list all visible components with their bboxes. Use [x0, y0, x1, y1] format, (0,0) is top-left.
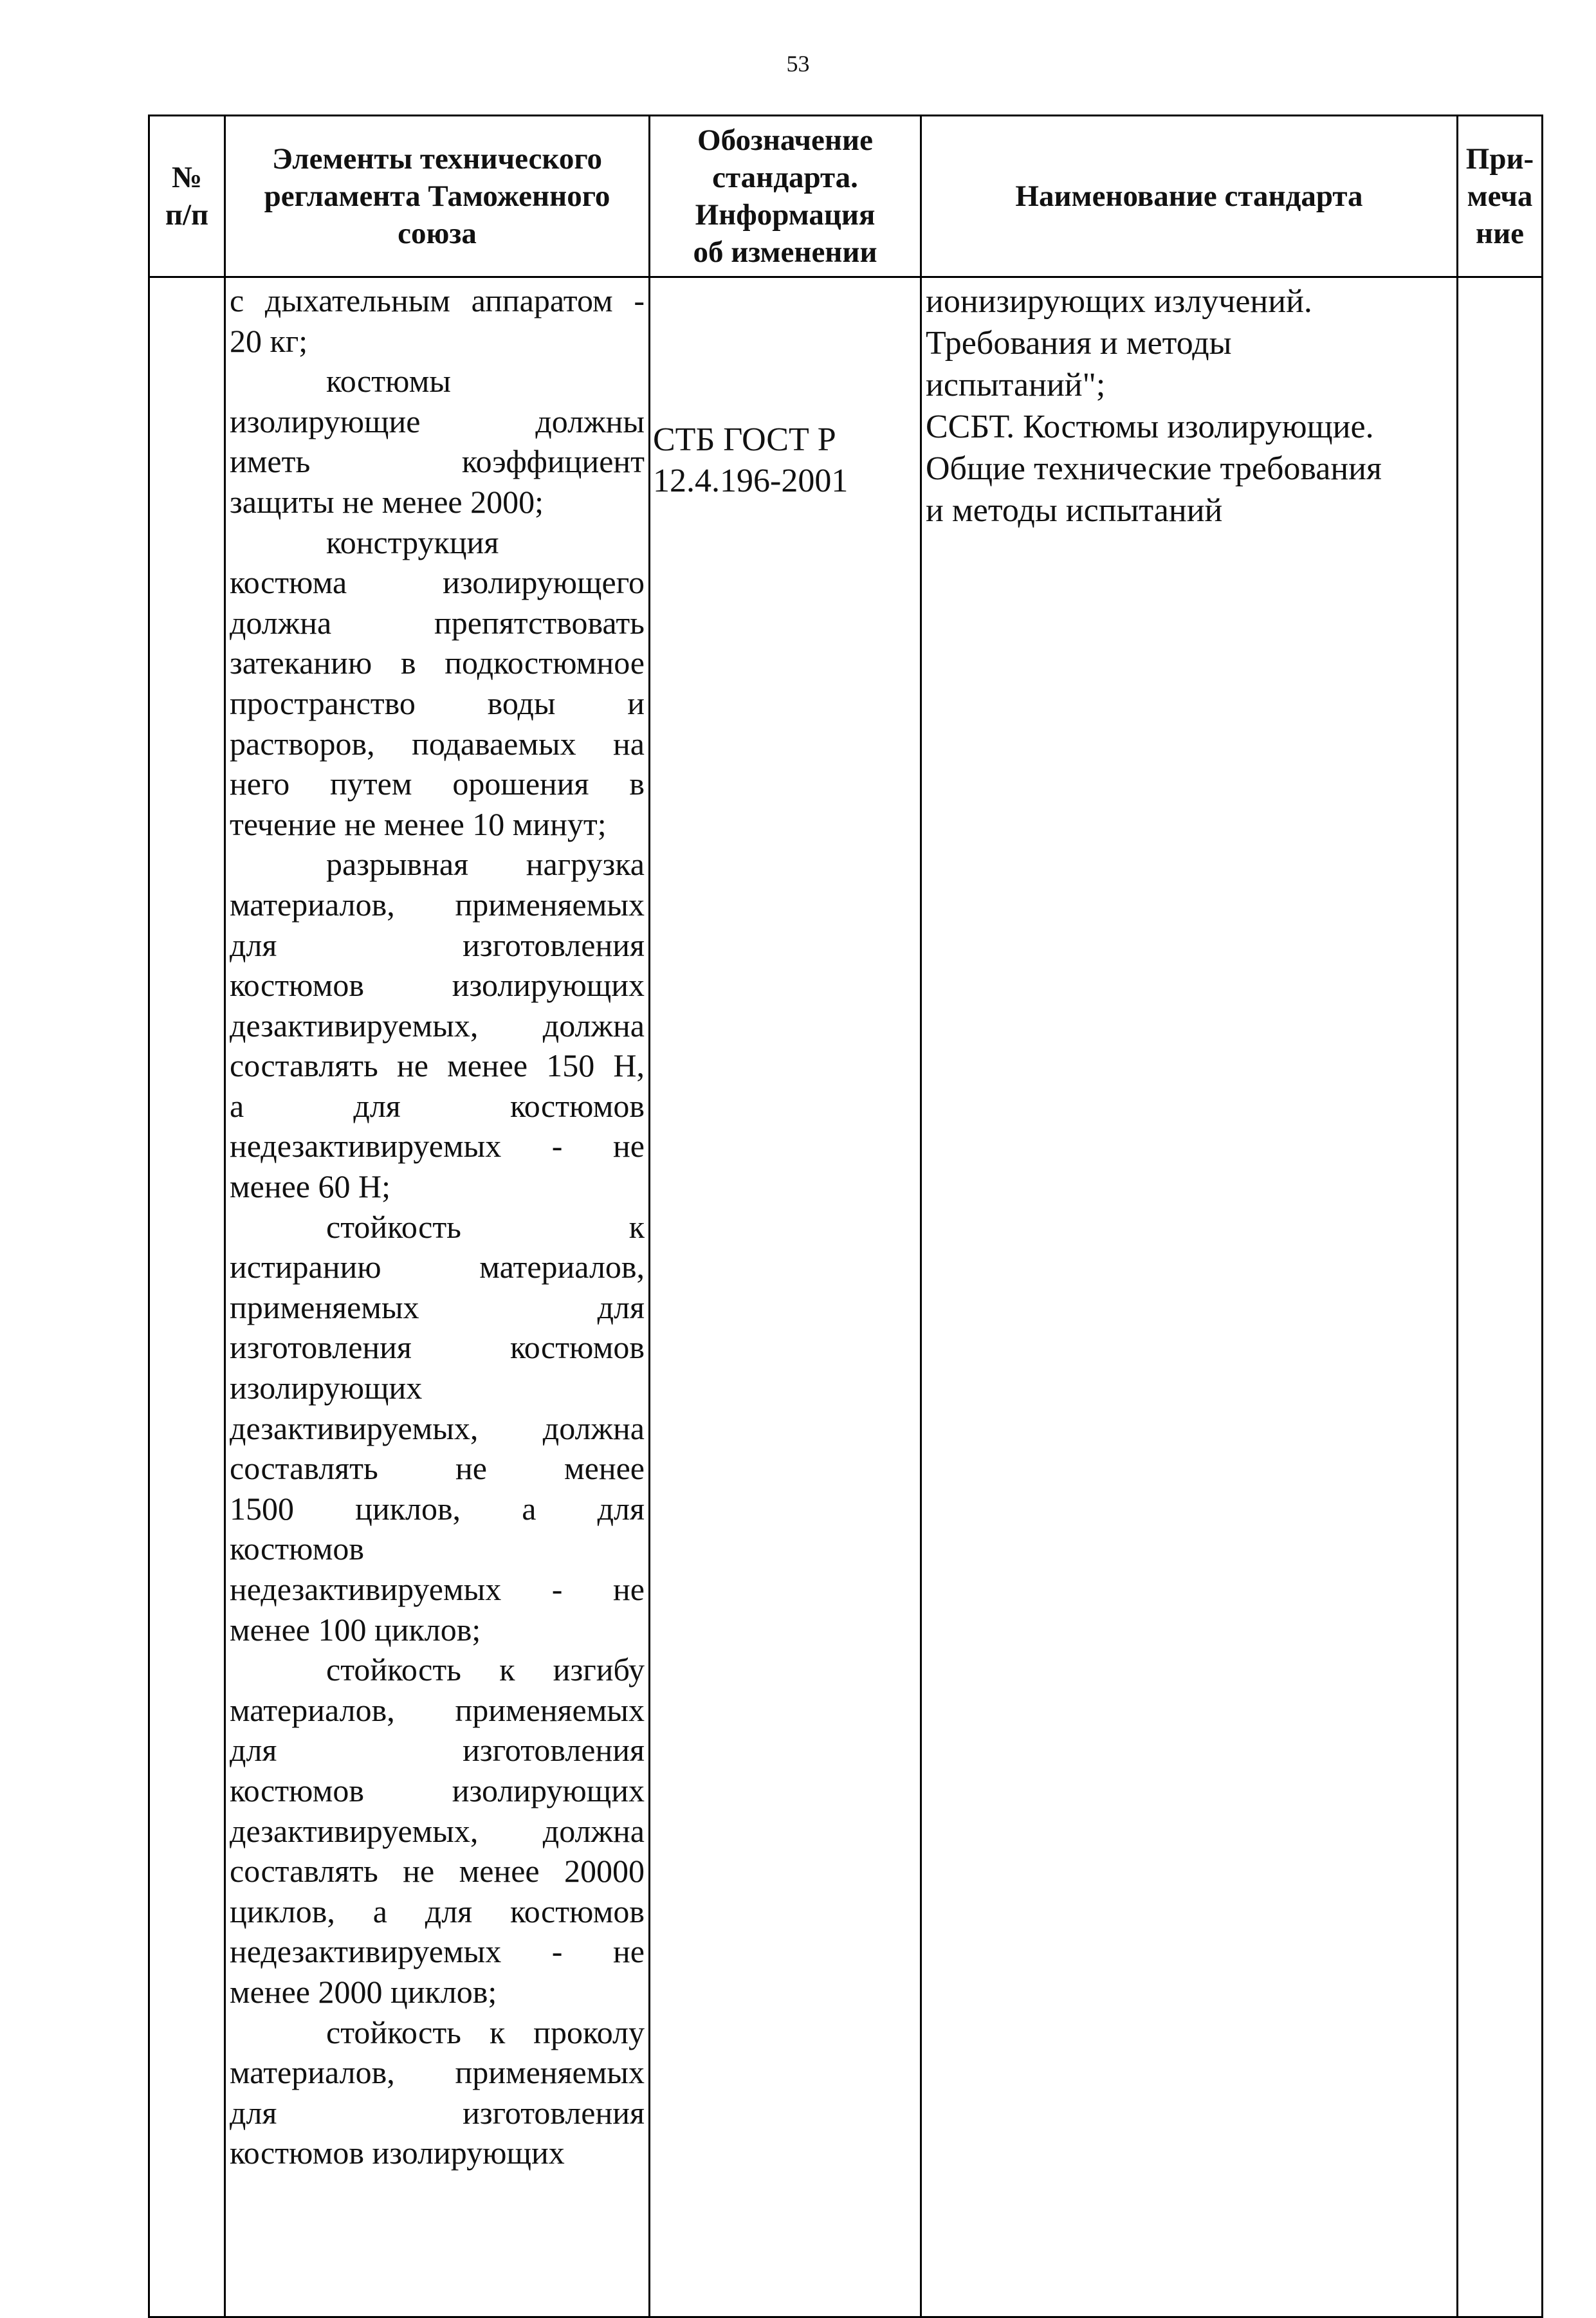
elements-line: недезактивируемых - не	[230, 1571, 645, 1607]
standards-table	[148, 115, 1543, 2318]
elements-line: материалов, применяемых	[230, 2054, 645, 2091]
header-note: При- меча ние	[1458, 116, 1543, 277]
elements-line: применяемых для	[230, 1289, 645, 1325]
cell-designation	[650, 277, 921, 2317]
elements-line: 20 кг;	[230, 322, 308, 359]
elements-line: разрывная нагрузка	[326, 846, 645, 883]
elements-line: конструкция	[326, 524, 499, 560]
header-elements: Элементы технического регламента Таможенного союза	[225, 116, 650, 277]
cell-num	[149, 277, 225, 2317]
elements-line: костюмов изолирующих	[230, 2135, 565, 2171]
elements-line: изготовления костюмов	[230, 1329, 645, 1366]
name-line: Требования и методы	[926, 325, 1232, 362]
header-num: № п/п	[149, 116, 225, 277]
elements-line: составлять не менее 20000	[230, 1853, 645, 1890]
name-line: Общие технические требования	[926, 450, 1382, 487]
name-line: ионизирующих излучений.	[926, 283, 1312, 320]
elements-line: материалов, применяемых	[230, 886, 645, 923]
cell-name	[921, 277, 1458, 2317]
elements-line: недезактивируемых - не	[230, 1128, 645, 1164]
name-line: испытаний";	[926, 367, 1106, 403]
elements-text	[230, 281, 645, 2173]
header-designation: Обозначение стандарта. Информация об изменении	[650, 116, 921, 277]
elements-line: защиты не менее 2000;	[230, 483, 544, 520]
elements-line: недезактивируемых - не	[230, 1933, 645, 1970]
table-header-row	[149, 116, 1543, 277]
elements-line: менее 60 Н;	[230, 1168, 390, 1205]
elements-line: пространство воды и	[230, 685, 645, 721]
elements-line: иметь коэффициент	[230, 443, 645, 480]
elements-line: костюма изолирующего	[230, 564, 645, 601]
elements-line: материалов, применяемых	[230, 1691, 645, 1728]
name-line: ССБТ. Костюмы изолирующие.	[926, 409, 1374, 445]
elements-line: костюмы	[326, 363, 451, 400]
elements-line: должна препятствовать	[230, 604, 645, 641]
elements-line: изолирующих	[230, 1370, 423, 1406]
elements-line: костюмов изолирующих	[230, 1772, 645, 1808]
elements-line: него путем орошения в	[230, 766, 645, 802]
page-number: 53	[786, 51, 810, 77]
header-name: Наименование стандарта	[921, 116, 1458, 277]
elements-line: для изготовления	[230, 2094, 645, 2131]
elements-line: составлять не менее 150 Н,	[230, 1047, 645, 1084]
elements-line: 1500 циклов, а для	[230, 1490, 645, 1527]
elements-line: костюмов изолирующих	[230, 967, 645, 1004]
elements-line: стойкость к	[326, 1208, 645, 1245]
cell-note	[1458, 277, 1543, 2317]
elements-line: истиранию материалов,	[230, 1249, 645, 1285]
elements-line: для изготовления	[230, 1732, 645, 1769]
designation-line: СТБ ГОСТ Р	[653, 421, 836, 458]
elements-line: дезактивируемых, должна	[230, 1812, 645, 1849]
elements-line: циклов, а для костюмов	[230, 1893, 645, 1929]
elements-line: костюмов	[230, 1531, 364, 1567]
elements-line: менее 100 циклов;	[230, 1611, 481, 1648]
elements-line: менее 2000 циклов;	[230, 1973, 497, 2010]
cell-elements	[225, 277, 650, 2317]
elements-line: затеканию в подкостюмное	[230, 645, 645, 681]
elements-line: а для костюмов	[230, 1087, 645, 1124]
designation-line: 12.4.196-2001	[653, 463, 848, 499]
elements-line: изолирующие должны	[230, 403, 645, 439]
elements-line: с дыхательным аппаратом -	[230, 282, 645, 318]
elements-line: дезактивируемых, должна	[230, 1410, 645, 1446]
name-line: и методы испытаний	[926, 492, 1223, 529]
elements-line: стойкость к проколу	[326, 2014, 645, 2050]
table-row	[149, 277, 1543, 2317]
elements-line: течение не менее 10 минут;	[230, 805, 607, 842]
elements-line: растворов, подаваемых на	[230, 725, 645, 762]
elements-line: дезактивируемых, должна	[230, 1007, 645, 1044]
elements-line: для изготовления	[230, 926, 645, 963]
elements-line: составлять не менее	[230, 1450, 645, 1487]
elements-line: стойкость к изгибу	[326, 1651, 645, 1688]
